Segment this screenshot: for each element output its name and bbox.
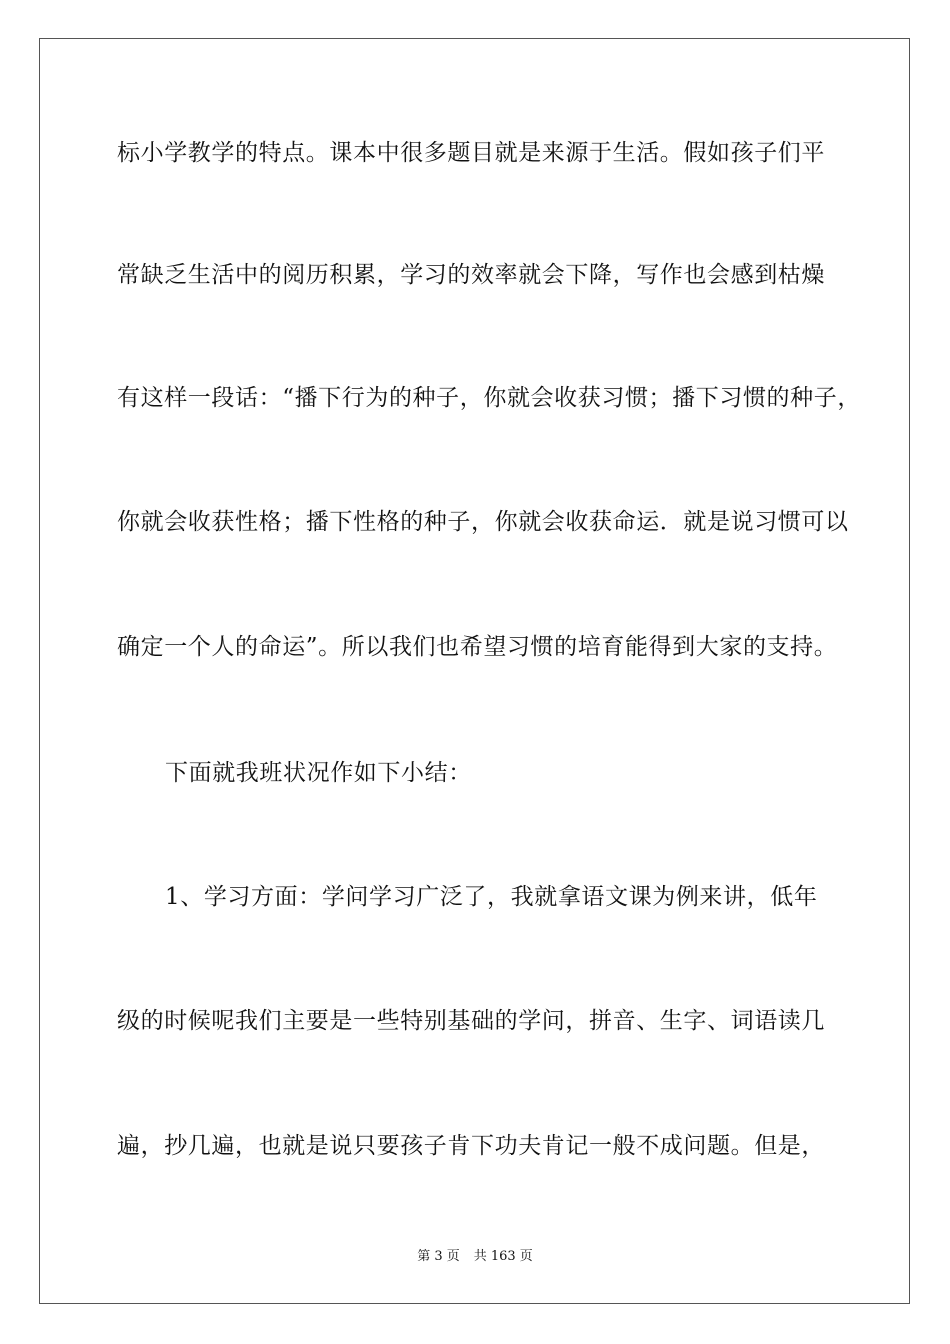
page-footer: [0, 1249, 950, 1265]
body-text-line: 标小学教学的特点。课本中很多题目就是来源于生活。假如孩子们平: [117, 140, 825, 166]
body-text-line: 有这样一段话：“播下行为的种子，你就会收获习惯；播下习惯的种子，: [117, 385, 861, 411]
paragraph-first-line: 1、学习方面：学问学习广泛了，我就拿语文课为例来讲，低年: [165, 884, 818, 910]
body-text-line: 常缺乏生活中的阅历积累，学习的效率就会下降，写作也会感到枯燥: [117, 262, 825, 288]
body-text-line: 确定一个人的命运”。所以我们也希望习惯的培育能得到大家的支持。: [117, 634, 838, 660]
page-border: [39, 38, 910, 1304]
body-text-line: 遍，抄几遍，也就是说只要孩子肯下功夫肯记一般不成问题。但是，: [117, 1133, 825, 1159]
body-text-line: 你就会收获性格；播下性格的种子，你就会收获命运．就是说习惯可以: [117, 509, 849, 535]
page-number: 第 3 页: [417, 1249, 460, 1264]
page-total: 共 163 页: [473, 1249, 533, 1264]
body-text-line: 级的时候呢我们主要是一些特别基础的学问，拼音、生字、词语读几: [117, 1008, 825, 1034]
paragraph-first-line: 下面就我班状况作如下小结：: [165, 760, 472, 786]
